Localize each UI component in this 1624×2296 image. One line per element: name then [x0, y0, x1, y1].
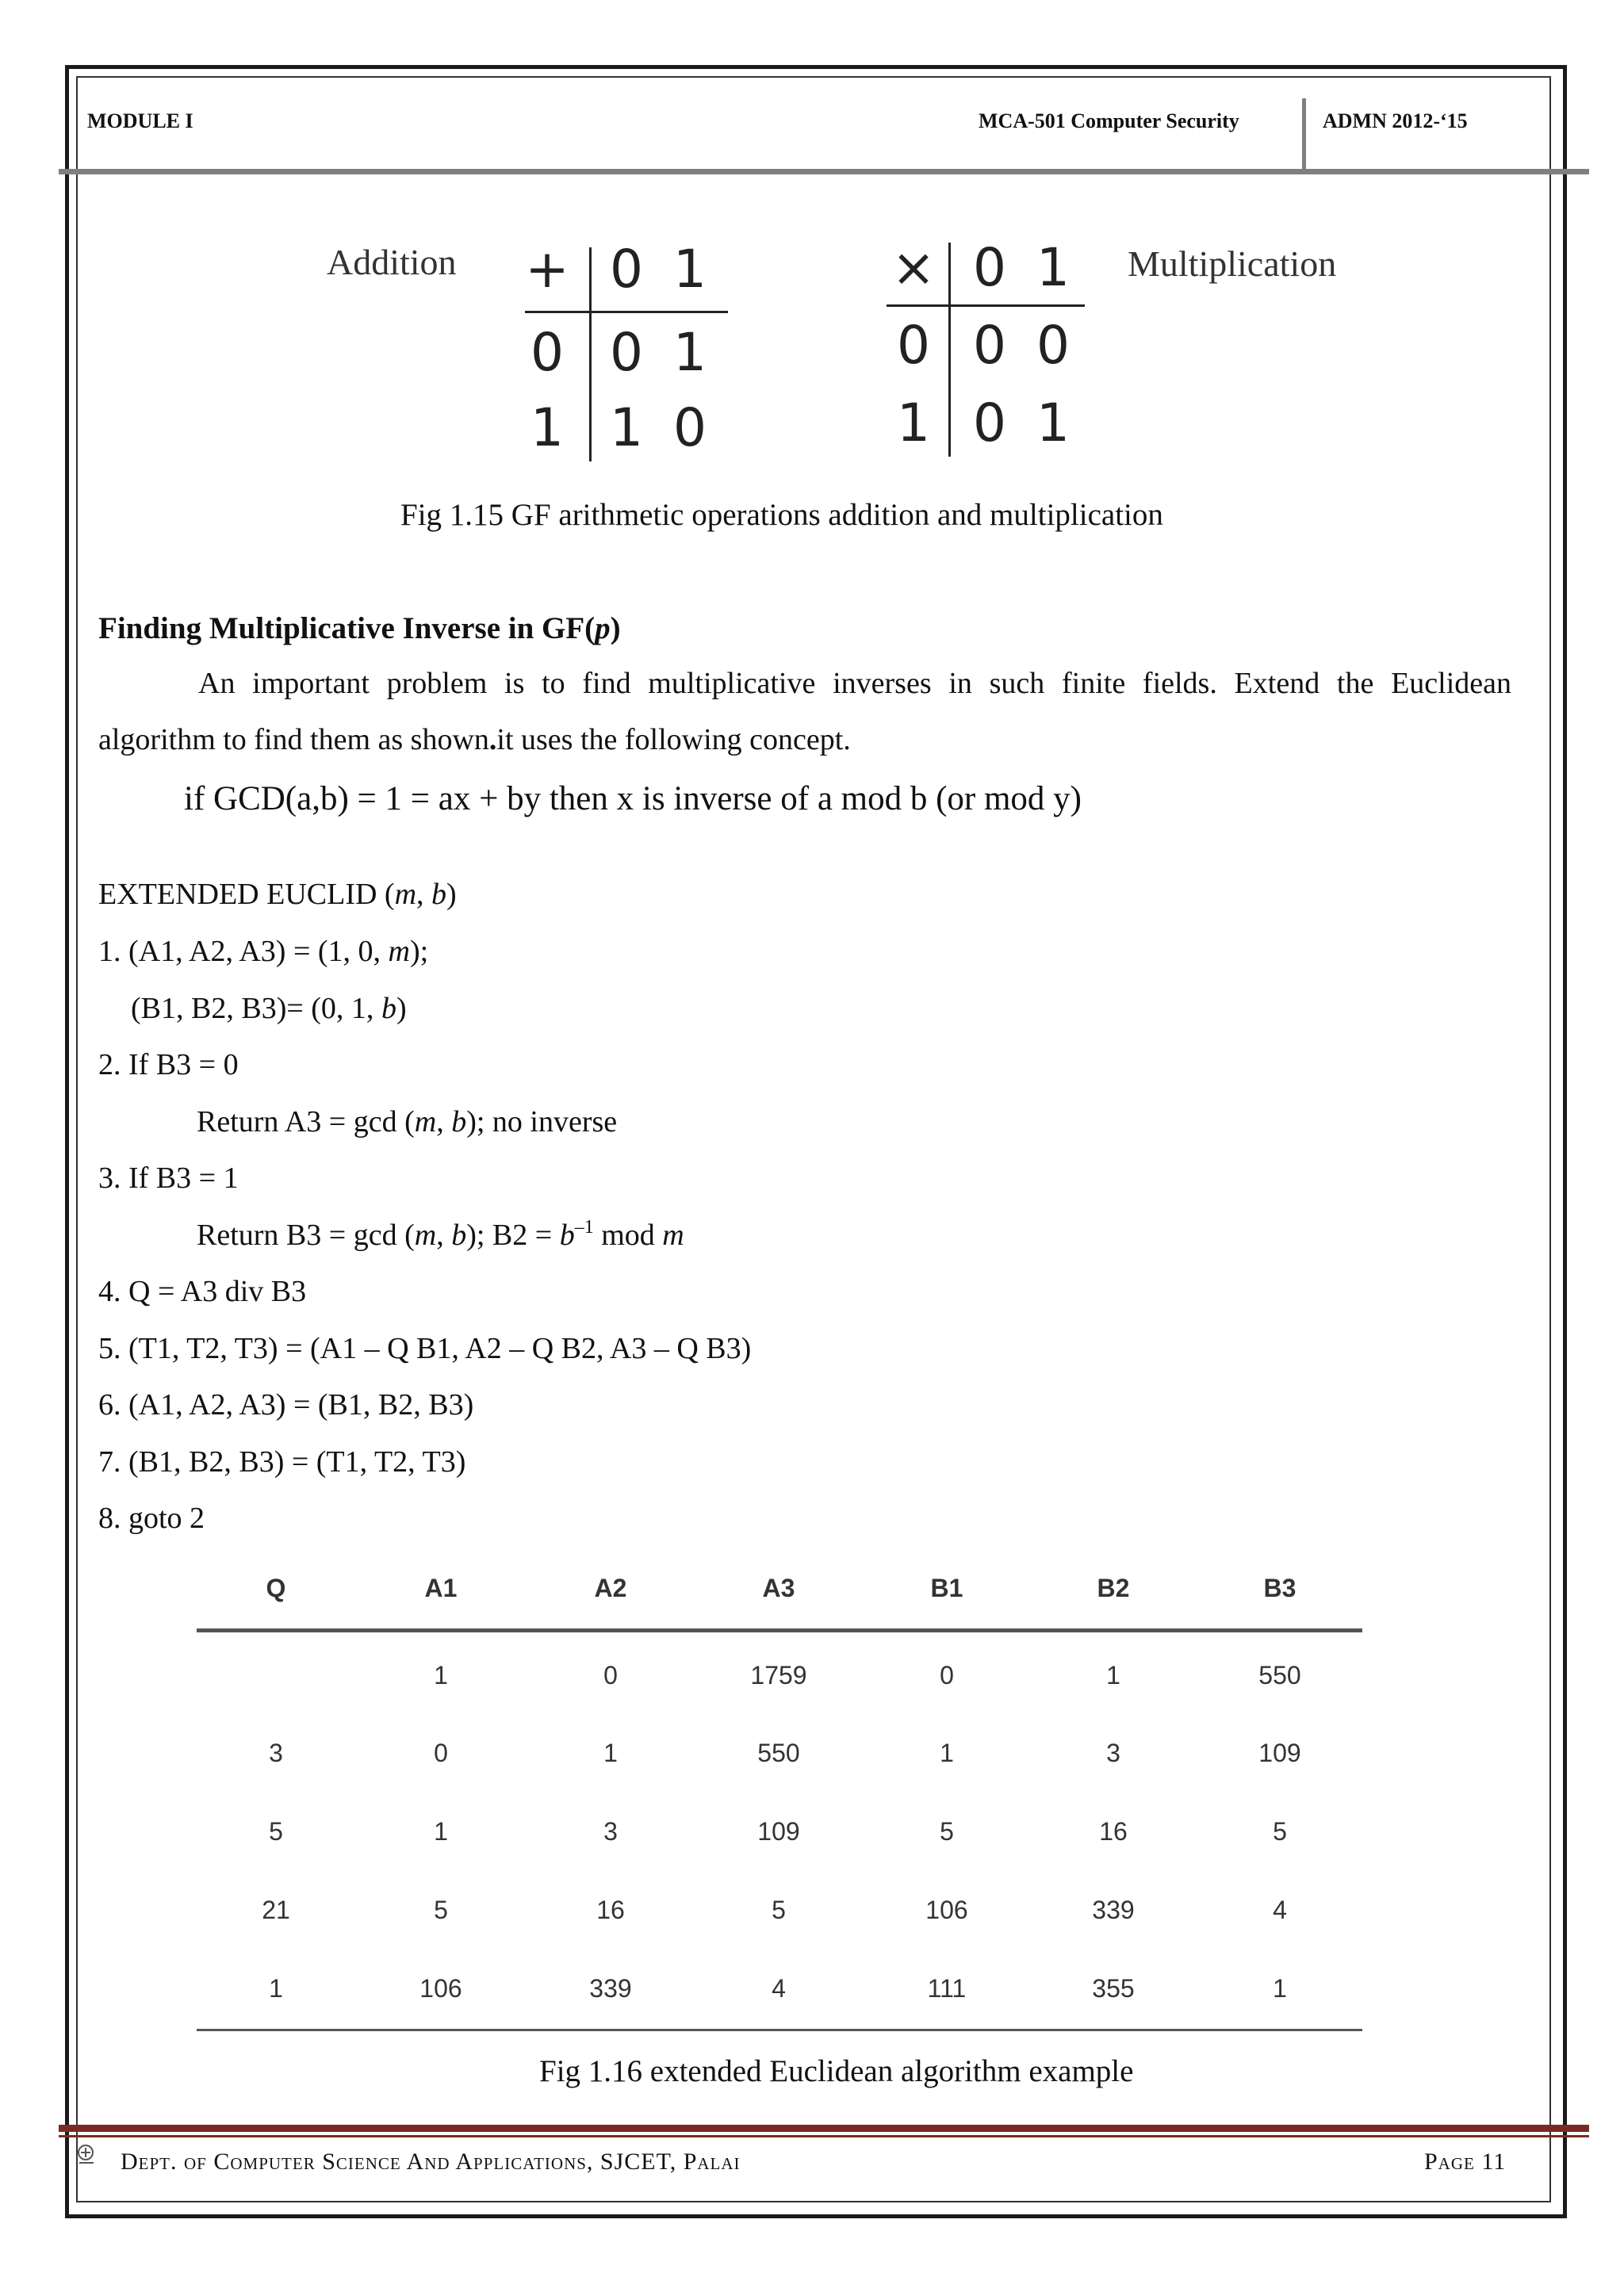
table-cell: 111 — [927, 1974, 967, 2003]
table-cell: 339 — [1092, 1896, 1135, 1924]
addition-cell: 0 — [610, 322, 643, 383]
table-cell: 3 — [1106, 1739, 1120, 1767]
alg-var: b — [381, 992, 396, 1025]
algorithm-step-8: 8. goto 2 — [98, 1502, 205, 1535]
table-cell: 4 — [772, 1974, 786, 2003]
alg-text: ) — [446, 878, 457, 911]
alg-var: b — [431, 878, 447, 911]
alg-var: m — [414, 1219, 437, 1252]
paragraph-line — [98, 712, 1511, 768]
algorithm-step-5: 5. (T1, T2, T3) = (A1 – Q B1, A2 – Q B2, A3 – Q B3) — [98, 1332, 752, 1365]
table-cell: 1 — [1106, 1661, 1120, 1689]
addition-label: Addition — [327, 242, 457, 282]
paragraph-text: algorithm to find them as shown — [98, 723, 489, 756]
algorithm-step-2: 2. If B3 = 0 — [98, 1048, 239, 1081]
alg-var: m — [388, 935, 410, 968]
table-cell: 21 — [262, 1896, 290, 1924]
college-logo-icon — [76, 2142, 97, 2166]
algorithm-step-3-return — [197, 1218, 684, 1253]
alg-text: mod — [593, 1219, 663, 1252]
addition-row-head: 0 — [530, 322, 564, 383]
table-cell: 3 — [603, 1817, 618, 1846]
multiplication-cell: 0 — [973, 392, 1006, 453]
alg-text: , — [436, 1219, 452, 1252]
addition-table-vrule — [589, 247, 592, 461]
table-cell: 355 — [1092, 1974, 1135, 2003]
table-cell: 16 — [1099, 1817, 1128, 1846]
header-course: MCA-501 Computer Security — [979, 109, 1239, 132]
table-cell: 0 — [603, 1661, 618, 1689]
table-cell: 5 — [940, 1817, 954, 1846]
footer-page-number: Page 11 — [1424, 2149, 1507, 2175]
table-cell: 3 — [269, 1739, 283, 1767]
paragraph-line: An important problem is to find multiplicative inverses in such finite fields. Extend the Euclidean — [198, 667, 1511, 700]
alg-text: Return B3 = gcd ( — [197, 1219, 415, 1252]
table-cell: 106 — [419, 1974, 462, 2003]
heading-text: Finding Multiplicative Inverse in GF( — [98, 611, 596, 645]
table-cell: 1 — [434, 1817, 448, 1846]
table-cell: 1 — [1273, 1974, 1287, 2003]
table-header-cell: B1 — [930, 1574, 963, 1602]
alg-text: ); B2 = — [466, 1219, 560, 1252]
table-cell: 0 — [434, 1739, 448, 1767]
addition-col-head: 1 — [673, 239, 707, 300]
table-header-cell: B3 — [1263, 1574, 1297, 1602]
footer-department: Dept. of Computer Science And Applications, SJCET, Palai — [121, 2149, 741, 2175]
alg-var: b — [451, 1219, 467, 1252]
addition-col-head: 0 — [610, 239, 643, 300]
multiplication-cell: 1 — [1036, 392, 1070, 453]
alg-text: ); — [409, 935, 429, 968]
table-cell: 1 — [940, 1739, 954, 1767]
table-header-cell: Q — [266, 1574, 286, 1602]
alg-text: 1. (A1, A2, A3) = (1, 0, — [98, 935, 389, 968]
addition-row-head: 1 — [530, 397, 564, 458]
alg-var: b — [559, 1219, 575, 1252]
multiplication-row-head: 1 — [897, 392, 930, 453]
alg-var: b — [451, 1105, 467, 1138]
table-cell: 550 — [1258, 1661, 1301, 1689]
multiplication-cell: 0 — [1036, 315, 1070, 376]
table-cell: 109 — [757, 1817, 800, 1846]
table-cell: 109 — [1258, 1739, 1301, 1767]
table-cell: 5 — [269, 1817, 283, 1846]
table-cell: 5 — [434, 1896, 448, 1924]
footer-rule — [59, 2125, 1589, 2132]
algorithm-title — [98, 877, 457, 912]
alg-exponent: –1 — [574, 1217, 594, 1238]
header-module: MODULE I — [87, 109, 193, 132]
table-cell: 16 — [596, 1896, 625, 1924]
table-header-cell: A3 — [762, 1574, 795, 1602]
algorithm-step-3: 3. If B3 = 1 — [98, 1161, 239, 1195]
figure-caption-1-16: Fig 1.16 extended Euclidean algorithm example — [539, 2054, 1134, 2088]
table-cell: 5 — [772, 1896, 786, 1924]
algorithm-step-4: 4. Q = A3 div B3 — [98, 1275, 307, 1308]
gcd-formula: if GCD(a,b) = 1 = ax + by then x is inverse of a mod b (or mod y) — [184, 780, 1082, 817]
header-vertical-divider — [1302, 98, 1306, 173]
table-cell: 550 — [757, 1739, 800, 1767]
table-cell: 0 — [940, 1661, 954, 1689]
alg-var: m — [394, 878, 417, 911]
algorithm-step-1b — [131, 991, 407, 1026]
section-heading — [98, 610, 621, 646]
header-batch: ADMN 2012-‘15 — [1323, 109, 1468, 132]
multiplication-operator: × — [891, 237, 936, 298]
table-header-cell: B2 — [1097, 1574, 1130, 1602]
alg-text: EXTENDED EUCLID ( — [98, 878, 395, 911]
alg-text: Return A3 = gcd ( — [197, 1105, 415, 1138]
alg-var: m — [662, 1219, 684, 1252]
multiplication-label: Multiplication — [1128, 243, 1337, 284]
table-header-cell: A1 — [424, 1574, 458, 1602]
multiplication-table-vrule — [948, 243, 951, 457]
heading-var: p — [595, 611, 611, 645]
alg-var: m — [414, 1105, 437, 1138]
table-cell: 1759 — [750, 1661, 807, 1689]
algorithm-step-6: 6. (A1, A2, A3) = (B1, B2, B3) — [98, 1388, 474, 1422]
addition-cell: 1 — [673, 322, 707, 383]
multiplication-table — [882, 236, 1104, 466]
alg-text: ); no inverse — [466, 1105, 618, 1138]
table-cell: 106 — [925, 1896, 968, 1924]
footer-rule-thin — [59, 2135, 1589, 2137]
addition-cell: 1 — [610, 397, 643, 458]
alg-text: , — [416, 878, 432, 911]
heading-close: ) — [610, 611, 621, 645]
algorithm-step-2-return — [197, 1104, 617, 1139]
intro-paragraph — [98, 656, 1511, 768]
table-cell: 5 — [1273, 1817, 1287, 1846]
addition-table-hrule — [525, 311, 728, 313]
page-inner-border — [76, 76, 1551, 2202]
addition-table — [515, 238, 737, 468]
addition-cell: 0 — [673, 397, 707, 458]
table-cell: 1 — [269, 1974, 283, 2003]
multiplication-table-hrule — [887, 304, 1085, 307]
table-cell: 339 — [589, 1974, 632, 2003]
addition-operator: + — [525, 239, 569, 300]
table-cell: 4 — [1273, 1896, 1287, 1924]
algorithm-step-7: 7. (B1, B2, B3) = (T1, T2, T3) — [98, 1445, 466, 1479]
algorithm-step-1a — [98, 934, 428, 969]
paragraph-dot: . — [488, 723, 497, 756]
paragraph-text: it uses the following concept. — [496, 723, 851, 756]
table-cell: 1 — [434, 1661, 448, 1689]
table-header-cell: A2 — [594, 1574, 627, 1602]
table-cell: 1 — [603, 1739, 618, 1767]
multiplication-cell: 0 — [973, 315, 1006, 376]
figure-caption-1-15: Fig 1.15 GF arithmetic operations addition and multiplication — [400, 498, 1163, 532]
alg-text: (B1, B2, B3)= (0, 1, — [131, 992, 381, 1025]
multiplication-col-head: 1 — [1036, 237, 1070, 298]
alg-text: , — [436, 1105, 452, 1138]
multiplication-col-head: 0 — [973, 237, 1006, 298]
multiplication-row-head: 0 — [897, 315, 930, 376]
alg-text: ) — [396, 992, 407, 1025]
header-divider — [59, 169, 1589, 174]
